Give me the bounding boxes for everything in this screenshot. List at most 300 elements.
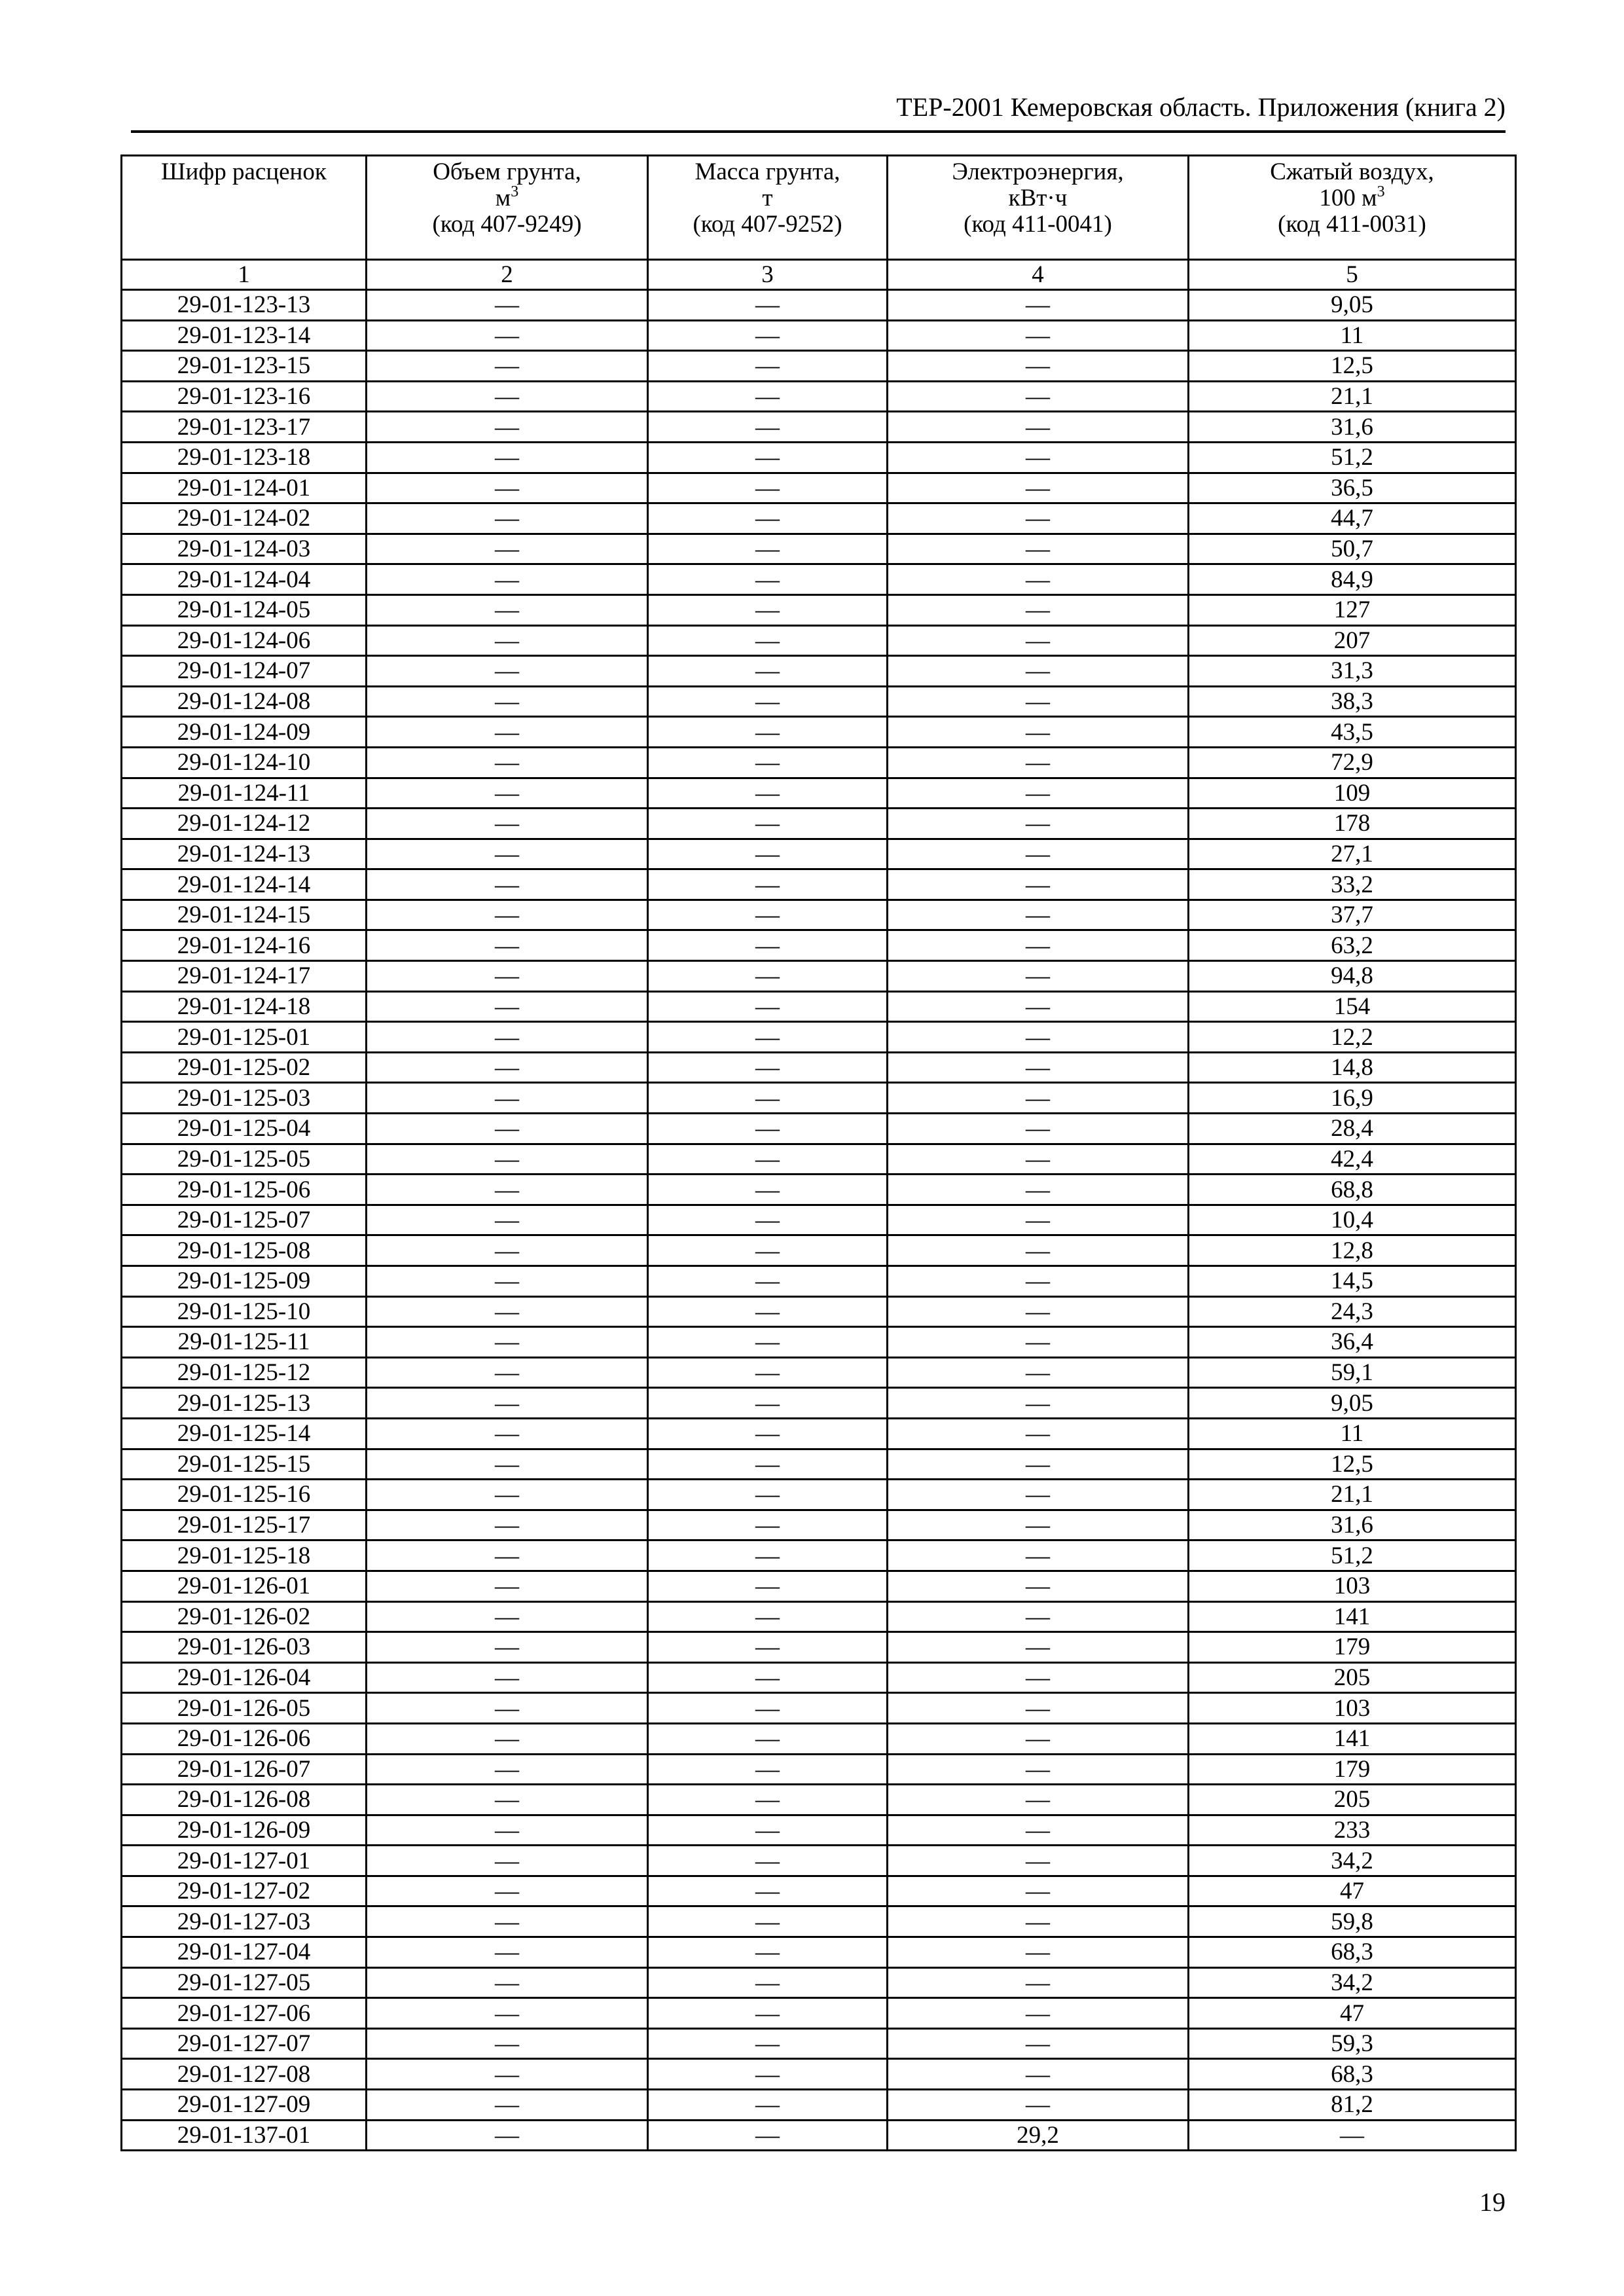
cell-compressed-air: 63,2 xyxy=(1189,930,1516,961)
cell-electricity: — xyxy=(888,1327,1189,1358)
cell-soil-mass: — xyxy=(648,1937,888,1968)
cell-compressed-air: 179 xyxy=(1189,1632,1516,1663)
cell-soil-volume: — xyxy=(367,1785,648,1815)
table-row xyxy=(122,473,1516,503)
cell-electricity: — xyxy=(888,1662,1189,1693)
table-row xyxy=(122,869,1516,900)
cell-rate-code: 29-01-124-12 xyxy=(122,809,367,839)
cell-electricity: — xyxy=(888,1540,1189,1571)
table-row xyxy=(122,778,1516,809)
cell-soil-volume: — xyxy=(367,1449,648,1480)
cell-soil-volume: — xyxy=(367,869,648,900)
table-row xyxy=(122,747,1516,778)
cell-rate-code: 29-01-137-01 xyxy=(122,2120,367,2151)
header-soil-mass xyxy=(648,156,888,260)
cell-soil-mass: — xyxy=(648,961,888,992)
column-number-row xyxy=(122,260,1516,290)
cell-compressed-air: 141 xyxy=(1189,1601,1516,1632)
cell-electricity: — xyxy=(888,1052,1189,1083)
table-row xyxy=(122,809,1516,839)
cell-soil-volume: — xyxy=(367,1357,648,1388)
cell-rate-code: 29-01-127-06 xyxy=(122,1998,367,2029)
cell-soil-mass: — xyxy=(648,809,888,839)
cell-electricity: — xyxy=(888,1114,1189,1144)
cell-compressed-air: 21,1 xyxy=(1189,1480,1516,1510)
cell-rate-code: 29-01-126-07 xyxy=(122,1754,367,1785)
table-row xyxy=(122,1906,1516,1937)
table-row xyxy=(122,1418,1516,1449)
cell-soil-mass: — xyxy=(648,991,888,1022)
cell-soil-mass: — xyxy=(648,1998,888,2029)
cell-soil-mass: — xyxy=(648,503,888,534)
cell-electricity: — xyxy=(888,1785,1189,1815)
cell-electricity: — xyxy=(888,809,1189,839)
table-row xyxy=(122,1357,1516,1388)
table-row xyxy=(122,1296,1516,1327)
cell-soil-volume: — xyxy=(367,1266,648,1297)
cell-electricity: — xyxy=(888,1022,1189,1053)
cell-soil-mass: — xyxy=(648,1662,888,1693)
cell-soil-volume: — xyxy=(367,991,648,1022)
cell-electricity: — xyxy=(888,1175,1189,1205)
cell-soil-volume: — xyxy=(367,1815,648,1846)
cell-compressed-air: 68,3 xyxy=(1189,1937,1516,1968)
cell-soil-mass: — xyxy=(648,1480,888,1510)
cell-soil-volume: — xyxy=(367,900,648,930)
cell-electricity: — xyxy=(888,503,1189,534)
cell-rate-code: 29-01-125-06 xyxy=(122,1175,367,1205)
cell-compressed-air: 37,7 xyxy=(1189,900,1516,930)
table-row xyxy=(122,1266,1516,1297)
cell-compressed-air: 24,3 xyxy=(1189,1296,1516,1327)
column-number: 1 xyxy=(122,260,367,290)
cell-soil-volume: — xyxy=(367,2090,648,2121)
table-row xyxy=(122,1235,1516,1266)
table-row xyxy=(122,1723,1516,1754)
cell-compressed-air: 31,3 xyxy=(1189,656,1516,687)
cell-soil-mass: — xyxy=(648,1601,888,1632)
cell-rate-code: 29-01-127-07 xyxy=(122,2028,367,2059)
cell-compressed-air: 50,7 xyxy=(1189,534,1516,564)
column-number: 3 xyxy=(648,260,888,290)
cell-compressed-air: 42,4 xyxy=(1189,1144,1516,1175)
cell-electricity: — xyxy=(888,1449,1189,1480)
header-row xyxy=(122,156,1516,260)
cell-compressed-air: 179 xyxy=(1189,1754,1516,1785)
header-soil-volume-code: (код 407-9249) xyxy=(432,211,582,238)
cell-compressed-air: 14,8 xyxy=(1189,1052,1516,1083)
cell-compressed-air: 9,05 xyxy=(1189,290,1516,321)
cell-electricity: — xyxy=(888,1296,1189,1327)
cell-rate-code: 29-01-125-01 xyxy=(122,1022,367,1053)
table-row xyxy=(122,290,1516,321)
cell-soil-mass: — xyxy=(648,1022,888,1053)
cell-soil-volume: — xyxy=(367,1083,648,1114)
cell-soil-mass: — xyxy=(648,839,888,869)
page-number: 19 xyxy=(1479,2187,1506,2217)
cell-electricity: — xyxy=(888,625,1189,656)
cell-electricity: — xyxy=(888,290,1189,321)
table-row xyxy=(122,1632,1516,1663)
cell-compressed-air: 84,9 xyxy=(1189,564,1516,595)
cell-soil-mass: — xyxy=(648,869,888,900)
cell-soil-volume: — xyxy=(367,1998,648,2029)
table-row xyxy=(122,1967,1516,1998)
cell-soil-mass: — xyxy=(648,1785,888,1815)
cell-rate-code: 29-01-127-02 xyxy=(122,1876,367,1906)
header-soil-volume xyxy=(367,156,648,260)
cell-soil-volume: — xyxy=(367,747,648,778)
cell-rate-code: 29-01-127-03 xyxy=(122,1906,367,1937)
cell-compressed-air: 28,4 xyxy=(1189,1114,1516,1144)
cell-compressed-air: 12,2 xyxy=(1189,1022,1516,1053)
header-soil-mass-unit: т xyxy=(762,185,773,211)
cell-rate-code: 29-01-123-13 xyxy=(122,290,367,321)
cell-soil-volume: — xyxy=(367,1327,648,1358)
cell-soil-mass: — xyxy=(648,564,888,595)
cell-soil-mass: — xyxy=(648,930,888,961)
cell-soil-volume: — xyxy=(367,1906,648,1937)
cell-compressed-air: 34,2 xyxy=(1189,1846,1516,1876)
cell-soil-mass: — xyxy=(648,2120,888,2151)
cell-rate-code: 29-01-125-09 xyxy=(122,1266,367,1297)
cell-rate-code: 29-01-124-14 xyxy=(122,869,367,900)
header-electricity-label: Электроэнергия, xyxy=(952,158,1124,185)
cell-compressed-air: 72,9 xyxy=(1189,747,1516,778)
cell-rate-code: 29-01-124-08 xyxy=(122,686,367,717)
cell-rate-code: 29-01-126-05 xyxy=(122,1693,367,1724)
cell-compressed-air: 51,2 xyxy=(1189,442,1516,473)
cell-electricity: — xyxy=(888,320,1189,351)
cell-electricity: — xyxy=(888,869,1189,900)
cell-compressed-air: 11 xyxy=(1189,1418,1516,1449)
header-soil-volume-label: Объем грунта, xyxy=(433,158,581,185)
cell-soil-mass: — xyxy=(648,1114,888,1144)
cell-soil-mass: — xyxy=(648,1632,888,1663)
cell-compressed-air: 33,2 xyxy=(1189,869,1516,900)
cell-rate-code: 29-01-125-07 xyxy=(122,1205,367,1235)
header-compressed-air xyxy=(1189,156,1516,260)
table-row xyxy=(122,442,1516,473)
cell-compressed-air: 59,3 xyxy=(1189,2028,1516,2059)
cell-rate-code: 29-01-127-09 xyxy=(122,2090,367,2121)
table-row xyxy=(122,1022,1516,1053)
cell-soil-volume: — xyxy=(367,656,648,687)
cell-soil-volume: — xyxy=(367,320,648,351)
header-compressed-air-label: Сжатый воздух, xyxy=(1270,158,1434,185)
cell-electricity: — xyxy=(888,1205,1189,1235)
cell-rate-code: 29-01-124-04 xyxy=(122,564,367,595)
table-row xyxy=(122,1540,1516,1571)
cell-soil-volume: — xyxy=(367,961,648,992)
table-row xyxy=(122,2028,1516,2059)
cell-soil-volume: — xyxy=(367,412,648,443)
cell-electricity: — xyxy=(888,2059,1189,2090)
table-row xyxy=(122,1205,1516,1235)
cell-soil-mass: — xyxy=(648,473,888,503)
table-row xyxy=(122,1998,1516,2029)
cell-soil-volume: — xyxy=(367,1480,648,1510)
header-electricity-unit: кВт·ч xyxy=(1008,185,1068,211)
cell-electricity: — xyxy=(888,1418,1189,1449)
cell-soil-mass: — xyxy=(648,2059,888,2090)
cell-soil-mass: — xyxy=(648,1723,888,1754)
cell-electricity: — xyxy=(888,412,1189,443)
cell-rate-code: 29-01-125-12 xyxy=(122,1357,367,1388)
table-row xyxy=(122,1480,1516,1510)
cell-soil-volume: — xyxy=(367,534,648,564)
cell-compressed-air: 103 xyxy=(1189,1571,1516,1601)
cell-electricity: — xyxy=(888,473,1189,503)
header-compressed-air-unit: 100 $м^3$ xyxy=(1319,183,1385,211)
cell-rate-code: 29-01-124-02 xyxy=(122,503,367,534)
cell-electricity: — xyxy=(888,1144,1189,1175)
cell-soil-volume: — xyxy=(367,1114,648,1144)
cell-compressed-air: 43,5 xyxy=(1189,717,1516,748)
cell-compressed-air: 103 xyxy=(1189,1693,1516,1724)
table-row xyxy=(122,1815,1516,1846)
table-row xyxy=(122,930,1516,961)
cell-rate-code: 29-01-124-09 xyxy=(122,717,367,748)
cell-compressed-air: 36,5 xyxy=(1189,473,1516,503)
cell-soil-volume: — xyxy=(367,381,648,412)
header-soil-volume-unit: $м^3$ xyxy=(495,183,519,211)
cell-soil-volume: — xyxy=(367,1876,648,1906)
cell-soil-volume: — xyxy=(367,1510,648,1540)
cell-electricity: — xyxy=(888,1266,1189,1297)
cell-electricity: — xyxy=(888,1235,1189,1266)
cell-soil-mass: — xyxy=(648,1906,888,1937)
cell-compressed-air: 21,1 xyxy=(1189,381,1516,412)
cell-electricity: — xyxy=(888,2028,1189,2059)
cell-electricity: — xyxy=(888,534,1189,564)
cell-soil-volume: — xyxy=(367,1693,648,1724)
cell-soil-mass: — xyxy=(648,381,888,412)
table-row xyxy=(122,1785,1516,1815)
cell-compressed-air: 47 xyxy=(1189,1876,1516,1906)
table-row xyxy=(122,1327,1516,1358)
table-row xyxy=(122,412,1516,443)
cell-soil-volume: — xyxy=(367,1662,648,1693)
table-row xyxy=(122,1175,1516,1205)
cell-electricity: — xyxy=(888,1846,1189,1876)
column-number: 5 xyxy=(1189,260,1516,290)
cell-soil-mass: — xyxy=(648,778,888,809)
table-row xyxy=(122,1571,1516,1601)
header-code-label: Шифр расценок xyxy=(161,158,327,185)
cell-compressed-air: 109 xyxy=(1189,778,1516,809)
cell-soil-mass: — xyxy=(648,1205,888,1235)
cell-soil-mass: — xyxy=(648,534,888,564)
cell-compressed-air: — xyxy=(1189,2120,1516,2151)
cell-electricity: — xyxy=(888,1815,1189,1846)
cell-rate-code: 29-01-125-05 xyxy=(122,1144,367,1175)
cell-electricity: — xyxy=(888,1876,1189,1906)
cell-soil-volume: — xyxy=(367,1601,648,1632)
table-row xyxy=(122,2120,1516,2151)
header-electricity-code: (код 411-0041) xyxy=(964,211,1112,238)
cell-soil-volume: — xyxy=(367,1175,648,1205)
table-row xyxy=(122,1876,1516,1906)
cell-compressed-air: 205 xyxy=(1189,1662,1516,1693)
cell-rate-code: 29-01-124-07 xyxy=(122,656,367,687)
cell-soil-mass: — xyxy=(648,1571,888,1601)
cell-soil-volume: — xyxy=(367,1967,648,1998)
table-row xyxy=(122,1510,1516,1540)
cell-soil-mass: — xyxy=(648,1693,888,1724)
table-row xyxy=(122,717,1516,748)
cell-electricity: — xyxy=(888,564,1189,595)
table-row xyxy=(122,503,1516,534)
cell-soil-volume: — xyxy=(367,594,648,625)
cell-rate-code: 29-01-125-13 xyxy=(122,1388,367,1419)
cell-rate-code: 29-01-127-05 xyxy=(122,1967,367,1998)
cell-compressed-air: 36,4 xyxy=(1189,1327,1516,1358)
cell-soil-mass: — xyxy=(648,442,888,473)
cell-soil-volume: — xyxy=(367,503,648,534)
cell-rate-code: 29-01-125-02 xyxy=(122,1052,367,1083)
cell-compressed-air: 12,5 xyxy=(1189,1449,1516,1480)
cell-electricity: — xyxy=(888,1571,1189,1601)
cell-electricity: — xyxy=(888,1693,1189,1724)
cell-compressed-air: 81,2 xyxy=(1189,2090,1516,2121)
cell-soil-mass: — xyxy=(648,351,888,382)
cell-soil-volume: — xyxy=(367,1388,648,1419)
cell-soil-volume: — xyxy=(367,839,648,869)
cell-soil-volume: — xyxy=(367,1846,648,1876)
cell-electricity: — xyxy=(888,778,1189,809)
cell-electricity: — xyxy=(888,656,1189,687)
table-row xyxy=(122,991,1516,1022)
cell-soil-mass: — xyxy=(648,747,888,778)
cell-compressed-air: 154 xyxy=(1189,991,1516,1022)
cell-soil-mass: — xyxy=(648,1052,888,1083)
table-row xyxy=(122,1937,1516,1968)
cell-electricity: — xyxy=(888,1723,1189,1754)
cell-compressed-air: 31,6 xyxy=(1189,1510,1516,1540)
cell-rate-code: 29-01-124-17 xyxy=(122,961,367,992)
cell-rate-code: 29-01-125-11 xyxy=(122,1327,367,1358)
cell-electricity: — xyxy=(888,1967,1189,1998)
cell-compressed-air: 178 xyxy=(1189,809,1516,839)
cell-soil-volume: — xyxy=(367,442,648,473)
cell-rate-code: 29-01-125-17 xyxy=(122,1510,367,1540)
cell-rate-code: 29-01-123-17 xyxy=(122,412,367,443)
cell-soil-mass: — xyxy=(648,1815,888,1846)
cell-compressed-air: 127 xyxy=(1189,594,1516,625)
cell-electricity: — xyxy=(888,1906,1189,1937)
cell-electricity: — xyxy=(888,1388,1189,1419)
table-row xyxy=(122,1754,1516,1785)
cell-soil-mass: — xyxy=(648,594,888,625)
table-row xyxy=(122,351,1516,382)
cell-soil-mass: — xyxy=(648,1754,888,1785)
cell-compressed-air: 207 xyxy=(1189,625,1516,656)
cell-electricity: — xyxy=(888,961,1189,992)
cell-electricity: — xyxy=(888,381,1189,412)
cell-rate-code: 29-01-125-16 xyxy=(122,1480,367,1510)
table-row xyxy=(122,594,1516,625)
cell-electricity: — xyxy=(888,1357,1189,1388)
cell-electricity: — xyxy=(888,1998,1189,2029)
cell-compressed-air: 12,8 xyxy=(1189,1235,1516,1266)
cell-soil-volume: — xyxy=(367,1022,648,1053)
cell-soil-mass: — xyxy=(648,656,888,687)
cell-soil-mass: — xyxy=(648,1235,888,1266)
cell-electricity: — xyxy=(888,747,1189,778)
cell-soil-volume: — xyxy=(367,473,648,503)
table-row xyxy=(122,1601,1516,1632)
cell-soil-volume: — xyxy=(367,1937,648,1968)
cell-soil-volume: — xyxy=(367,1632,648,1663)
cell-compressed-air: 233 xyxy=(1189,1815,1516,1846)
header-electricity xyxy=(888,156,1189,260)
table-row xyxy=(122,1846,1516,1876)
table-row xyxy=(122,2090,1516,2121)
cell-compressed-air: 9,05 xyxy=(1189,1388,1516,1419)
cell-rate-code: 29-01-124-03 xyxy=(122,534,367,564)
cell-compressed-air: 34,2 xyxy=(1189,1967,1516,1998)
column-number: 4 xyxy=(888,260,1189,290)
cell-soil-mass: — xyxy=(648,2028,888,2059)
cell-soil-volume: — xyxy=(367,717,648,748)
cell-compressed-air: 51,2 xyxy=(1189,1540,1516,1571)
cell-soil-volume: — xyxy=(367,1205,648,1235)
cell-soil-mass: — xyxy=(648,1418,888,1449)
cell-rate-code: 29-01-125-15 xyxy=(122,1449,367,1480)
table-row xyxy=(122,320,1516,351)
cell-soil-volume: — xyxy=(367,290,648,321)
cell-soil-mass: — xyxy=(648,412,888,443)
cell-rate-code: 29-01-124-13 xyxy=(122,839,367,869)
cell-rate-code: 29-01-125-03 xyxy=(122,1083,367,1114)
cell-soil-mass: — xyxy=(648,290,888,321)
cell-rate-code: 29-01-126-06 xyxy=(122,1723,367,1754)
table-row xyxy=(122,1052,1516,1083)
running-head: ТЕР-2001 Кемеровская область. Приложения (книга 2) xyxy=(896,92,1506,122)
cell-soil-volume: — xyxy=(367,1144,648,1175)
table-row xyxy=(122,900,1516,930)
cell-rate-code: 29-01-124-10 xyxy=(122,747,367,778)
cell-soil-mass: — xyxy=(648,1266,888,1297)
cell-compressed-air: 68,8 xyxy=(1189,1175,1516,1205)
cell-electricity: — xyxy=(888,1480,1189,1510)
cell-electricity: — xyxy=(888,1937,1189,1968)
cell-soil-volume: — xyxy=(367,930,648,961)
cell-electricity: — xyxy=(888,1632,1189,1663)
cell-soil-volume: — xyxy=(367,1540,648,1571)
cell-soil-volume: — xyxy=(367,1235,648,1266)
cell-soil-volume: — xyxy=(367,1296,648,1327)
table-row xyxy=(122,381,1516,412)
cell-rate-code: 29-01-127-01 xyxy=(122,1846,367,1876)
cell-soil-volume: — xyxy=(367,778,648,809)
cell-rate-code: 29-01-123-14 xyxy=(122,320,367,351)
cell-rate-code: 29-01-126-08 xyxy=(122,1785,367,1815)
cell-electricity: — xyxy=(888,900,1189,930)
table-row xyxy=(122,2059,1516,2090)
cell-rate-code: 29-01-125-08 xyxy=(122,1235,367,1266)
cell-rate-code: 29-01-123-18 xyxy=(122,442,367,473)
cell-soil-volume: — xyxy=(367,686,648,717)
cell-compressed-air: 11 xyxy=(1189,320,1516,351)
cell-rate-code: 29-01-125-14 xyxy=(122,1418,367,1449)
cell-compressed-air: 205 xyxy=(1189,1785,1516,1815)
cell-rate-code: 29-01-126-01 xyxy=(122,1571,367,1601)
cell-compressed-air: 141 xyxy=(1189,1723,1516,1754)
cell-rate-code: 29-01-126-04 xyxy=(122,1662,367,1693)
cell-rate-code: 29-01-125-04 xyxy=(122,1114,367,1144)
